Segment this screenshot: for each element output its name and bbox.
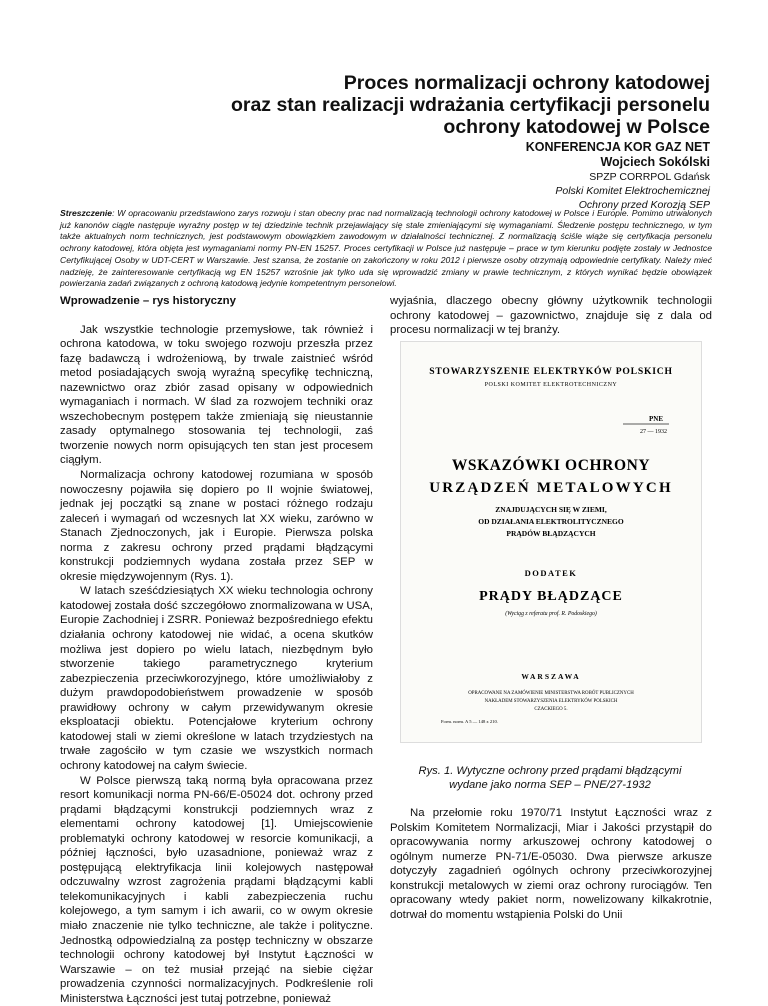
fig-wyciag: (Wyciąg z referatu prof. R. Podoskiego): [505, 610, 597, 617]
author-name: Wojciech Sokólski: [70, 155, 710, 170]
conference-name: KONFERENCJA KOR GAZ NET: [70, 140, 710, 155]
abstract-text: : W opracowaniu przedstawiono zarys rozwoju i stan obecny prac nad normalizacją technologii ochrony katodowej w Polsce i Europie. Pomimo utrwalonych już kanonów ciągle następuje wyraźny postęp w tej dziedzinie technik przejawiający się stale zmieniającymi się wymaganiami. Śledzenie postępu technicznego, w tym także aktualnych norm technicznych, jest podstawowym obowiązkiem zawodowym w działalności technicznej. Z normalizacją ściśle wiąże się certyfikacja personelu ochrony katodowej, która objęta jest wymaganiami normy PN-EN 15257. Proces certyfikacji w Polsce już następuje – prace w tym kierunku podjęte zostały w Jednostce Certyfikującej Osoby w UDT-CERT w Warszawie. Jest szansa, że zostanie on zakończony w roku 2012 i pierwsze osoby otrzymają odpowiednie certyfikaty. Należy mieć nadzieję, że zainteresowanie certyfikacją wg EN 15257 wzrośnie jak tylko uda się wprowadzić zmiany w prawie technicznym, z których wynikać będzie obowiązek powierzania zadań związanych z ochroną katodową jedynie kompetentnym personelowi.: [60, 208, 712, 288]
figure-caption: [400, 764, 700, 792]
paragraph-3: W latach sześćdziesiątych XX wieku technologia ochrony katodowej została dość szczegółowo znormalizowana w USA, Europie Zachodniej i ZSRR. Ponieważ bezpośredniego efektu działania ochrony katodowej nie widać, a ocena skutków możliwa jest dopiero po wielu latach, niezbędnym było stworzenie takiego parametrycznego kryterium zabezpieczenia przeciwkorozyjnego, które umożliwiałoby z dużym prawdopodobieństwem prowadzenie w sposób prawidłowy ochrony w całym przewidywanym okresie eksploatacji obiektu. Potencjałowe kryterium ochrony katodowej stali w ziemi określone w latach trzydziestych na trwałe zagościło w tym czasie we wszystkich normach ochrony katodowej na całym świecie.: [60, 584, 373, 773]
paragraph-1: Jak wszystkie technologie przemysłowe, tak również i ochrona katodowa, w toku swojego rozwoju przeszła przez fazę badawczą i wdrożeniową, by trwale zaistnieć wśród metod posiadających swoją wyraźną specyfikę techniczną, nazewnictwo oraz zbiór zasad opisany w odpowiednich wymaganiach i normach. W ślad za rozwojem techniki oraz wszechobecnym postępem także zmieniają się nieustannie zasady optymalnego stosowania tej technologii, zaś tworzenie nowych norm opisujących ten stan jest procesem ciągłym.: [60, 323, 373, 468]
affiliation-2: Polski Komitet Elektrochemicznej: [70, 184, 710, 198]
paragraph-2: Normalizacja ochrony katodowej rozumiana w sposób nowoczesny pojawiła się dopiero po II wojnie światowej, jednak jej początki są znane w postaci różnego rodzaju zaleceń i wymagań od wczesnych lat XX wieku, zarówno w Stanach Zjednoczonych, jak i Europie. Pierwsza polska norma z zakresu ochrony przed prądami błądzącymi konstrukcji podziemnych wydana została przez SEP w okresie międzywojennym (Rys. 1).: [60, 468, 373, 584]
affiliation-3: Ochrony przed Korozją SEP: [70, 198, 710, 212]
section-heading: Wprowadzenie – rys historyczny: [60, 294, 373, 309]
fig-prady: PRĄDY BŁĄDZĄCE: [479, 589, 623, 604]
paper-title-line-2: oraz stan realizacji wdrażania certyfikacji personelu: [70, 94, 710, 116]
fig-main-title-1: WSKAZÓWKI OCHRONY: [452, 457, 650, 474]
fig-imprint-2: NAKŁADEM STOWARZYSZENIA ELEKTRYKÓW POLSKICH: [485, 698, 618, 704]
figure-caption-line-1: Rys. 1. Wytyczne ochrony przed prądami błądzącymi: [400, 764, 700, 778]
abstract: [60, 208, 712, 290]
right-paragraph-1: wyjaśnia, dlaczego obecny główny użytkownik technologii ochrony katodowej – gazownictwo, znajduje się z dala od procesu normalizacji w tej branży.: [390, 294, 712, 338]
fig-pne-label: PNE: [649, 415, 663, 423]
affiliation-1: SPZP CORRPOL Gdańsk: [70, 170, 710, 184]
fig-pne-number: 27 — 1932: [640, 429, 667, 435]
figure-1-image: [401, 342, 701, 742]
fig-sub-3: PRĄDÓW BŁĄDZĄCYCH: [506, 528, 595, 538]
fig-sub-2: OD DZIAŁANIA ELEKTROLITYCZNEGO: [478, 517, 624, 526]
fig-org-line-2: POLSKI KOMITET ELEKTROTECHNICZNY: [485, 382, 618, 388]
right-column-bottom: [390, 806, 712, 922]
figure-1-scan: [400, 341, 702, 743]
title-block: [70, 72, 710, 212]
right-paragraph-2: Na przełomie roku 1970/71 Instytut Łączności wraz z Polskim Komitetem Normalizacji, Miar i Jakości przystąpił do opracowywania normy arkuszowej ochrony katodowej o ogólnym numerze PN-71/E-05030. Dwa pierwsze arkusze dotyczyły zagadnień ogólnych ochrony przeciwkorozyjnej konstrukcji metalowych w ziemi oraz ochrony rurociągów. Ten opracowany wtedy pakiet norm, nowelizowany kilkakrotnie, dotrwał do momentu wstąpienia Polski do Unii: [390, 806, 712, 922]
fig-format: Form. norm. A 5 — 148 x 210.: [441, 719, 498, 724]
fig-city: WARSZAWA: [521, 672, 580, 681]
fig-imprint-1: OPRACOWANE NA ZAMÓWIENIE MINISTERSTWA ROBÓT PUBLICZNYCH: [468, 690, 634, 696]
paper-title-line-1: Proces normalizacji ochrony katodowej: [70, 72, 710, 94]
paper-title-line-3: ochrony katodowej w Polsce: [70, 116, 710, 138]
fig-dodatek: DODATEK: [525, 568, 578, 578]
fig-imprint-3: CZACKIEGO 5.: [534, 707, 567, 712]
abstract-label: Streszczenie: [60, 208, 112, 218]
figure-caption-line-2: wydane jako norma SEP – PNE/27-1932: [400, 778, 700, 792]
right-column-top: [390, 294, 712, 338]
fig-main-title-2: URZĄDZEŃ METALOWYCH: [429, 479, 673, 496]
paragraph-4: W Polsce pierwszą taką normą była opracowana przez resort komunikacji norma PN-66/E-05024 dot. ochrony przed prądami błądzącymi konstrukcji podziemnych wraz z elementami ochrony katodowej [1]. Umiejscowienie problematyki ochrony katodowej w resorcie komunikacji, a później łączności, było uzasadnione, ponieważ wraz z postępującą elektryfikacja linii kolejowych następował odczuwalny wzrost zagrożenia prądami błądzącymi kabli telekomunikacyjnych i kabli zabezpieczenia ruchu kolejowego, a tym samym i ich awarii, co w owym okresie miało znaczenie nie tylko techniczne, ale także i polityczne. Jednostką odpowiedzialną za postęp techniczny w obszarze technologii ochrony katodowej był Instytut Łączności w Warszawie – on też musiał przejąć na siebie ciężar prowadzenia czynności normalizacyjnych. Podkreślenie roli Ministerstwa Łączności jest tutaj potrzebne, ponieważ: [60, 774, 373, 1006]
left-column: [60, 294, 373, 1006]
fig-org-line-1: STOWARZYSZENIE ELEKTRYKÓW POLSKICH: [429, 365, 673, 377]
fig-sub-1: ZNAJDUJĄCYCH SIĘ W ZIEMI,: [495, 505, 607, 514]
